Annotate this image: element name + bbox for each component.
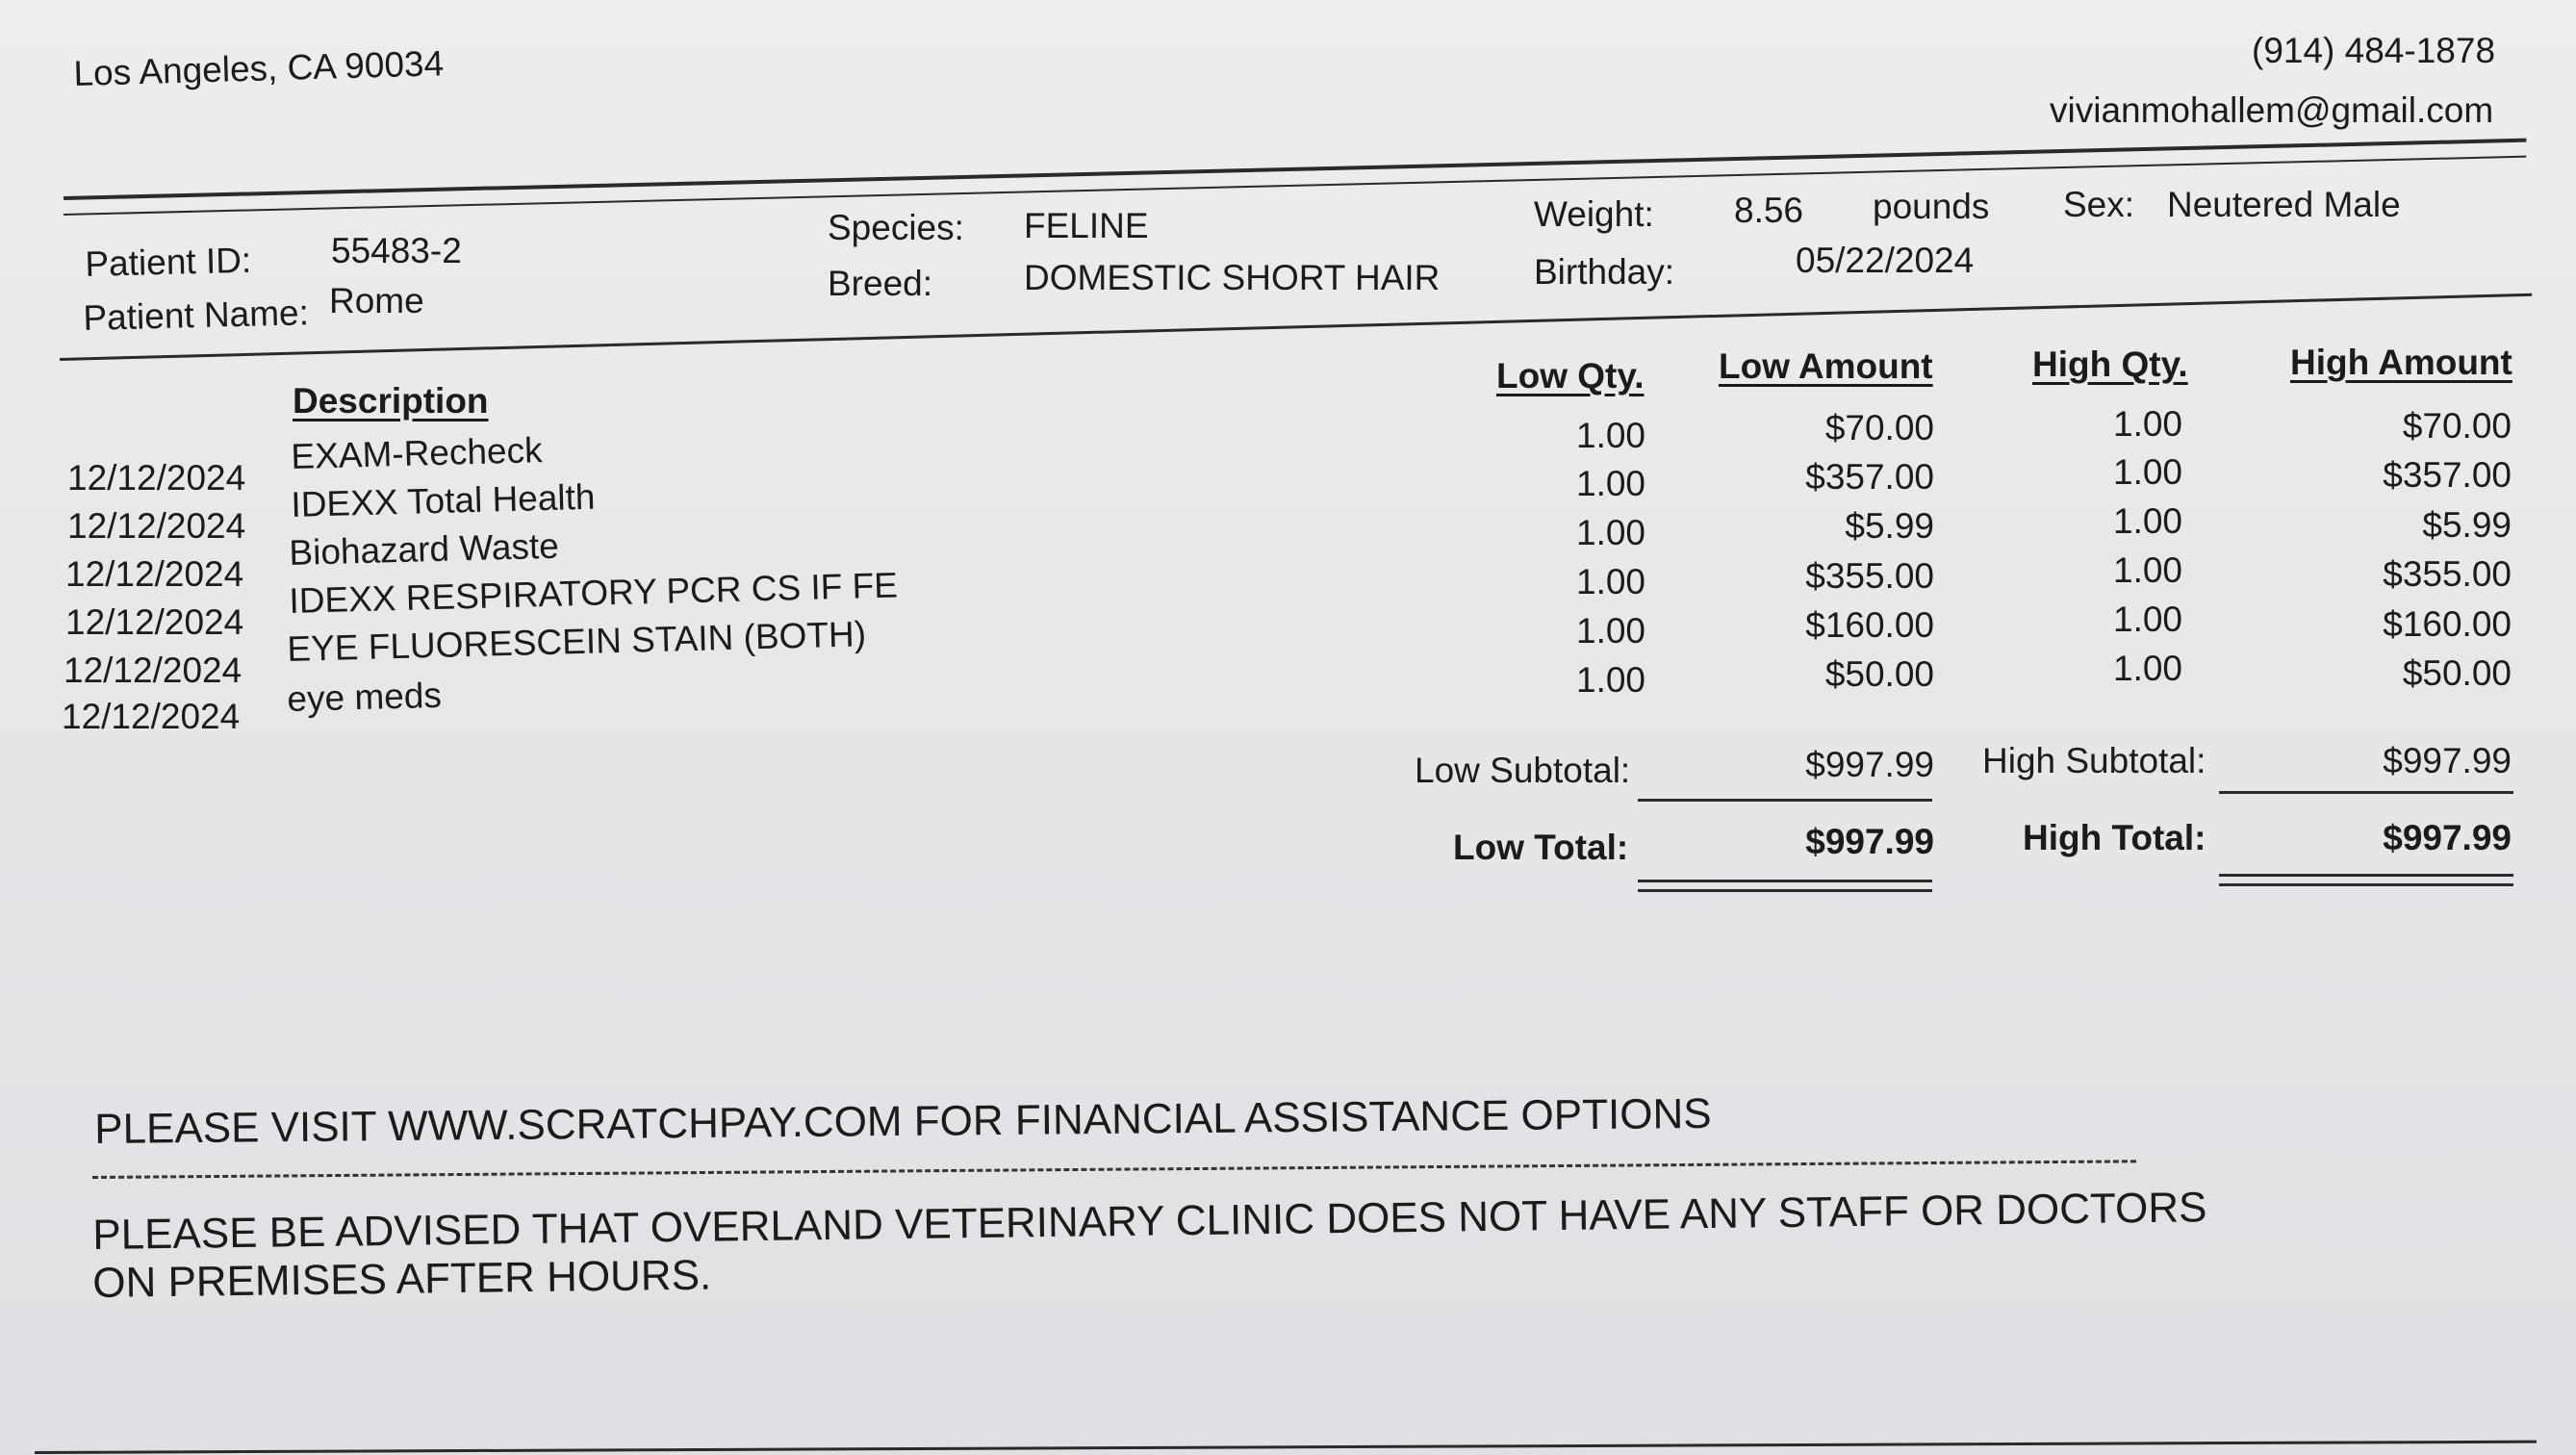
patient-box-top-rule (64, 139, 2526, 200)
header-low-qty: Low Qty. (1496, 356, 1645, 396)
row-low-amount: $70.00 (1824, 408, 1934, 447)
row-low-qty: 1.00 (1576, 660, 1646, 700)
low-total-label: Low Total: (1453, 828, 1629, 867)
after-hours-notice-line2: ON PREMISES AFTER HOURS. (91, 1251, 712, 1307)
after-hours-notice-line1: PLEASE BE ADVISED THAT OVERLAND VETERINARY CLINIC DOES NOT HAVE ANY STAFF OR DOCTORS (91, 1184, 2207, 1259)
low-subtotal-label: Low Subtotal: (1415, 751, 1631, 790)
high-total-rule-2 (2219, 883, 2513, 886)
row-high-amount: $160.00 (2383, 604, 2512, 644)
row-date: 12/12/2024 (64, 651, 242, 690)
row-high-qty: 1.00 (2113, 501, 2183, 541)
sex-label: Sex: (2063, 185, 2135, 224)
row-description: EYE FLUORESCEIN STAIN (BOTH) (286, 614, 867, 669)
high-total-value: $997.99 (2383, 818, 2512, 857)
high-subtotal-label: High Subtotal: (1982, 741, 2206, 780)
header-high-amount: High Amount (2290, 343, 2512, 382)
clinic-phone: (914) 484-1878 (2252, 31, 2496, 70)
row-low-qty: 1.00 (1576, 416, 1646, 455)
patient-name-label: Patient Name: (82, 293, 310, 338)
sex-value: Neutered Male (2167, 185, 2401, 224)
clinic-email: vivianmohallem@gmail.com (2050, 90, 2494, 130)
bottom-rule (35, 1441, 2537, 1454)
row-low-qty: 1.00 (1576, 513, 1646, 552)
patient-name: Rome (329, 281, 424, 320)
row-low-qty: 1.00 (1576, 562, 1646, 601)
row-date: 12/12/2024 (65, 554, 244, 594)
row-date: 12/12/2024 (67, 506, 246, 546)
breed-label: Breed: (828, 264, 933, 303)
weight-unit: pounds (1873, 187, 1990, 226)
row-description: IDEXX Total Health (290, 476, 596, 524)
header-description: Description (293, 381, 489, 421)
patient-box-top-rule-2 (64, 156, 2526, 216)
high-total-label: High Total: (2023, 818, 2206, 857)
high-subtotal-rule (2219, 791, 2513, 794)
row-description: Biohazard Waste (288, 525, 560, 573)
low-subtotal-value: $997.99 (1805, 745, 1934, 784)
row-low-amount: $5.99 (1845, 506, 1934, 546)
low-subtotal-rule (1638, 799, 1932, 802)
header-high-qty: High Qty. (2032, 345, 2188, 384)
low-total-rule-2 (1638, 889, 1932, 892)
header-low-amount: Low Amount (1719, 346, 1933, 386)
low-total-value: $997.99 (1805, 822, 1934, 861)
high-subtotal-value: $997.99 (2383, 741, 2512, 780)
row-low-qty: 1.00 (1576, 464, 1646, 503)
row-high-qty: 1.00 (2113, 600, 2183, 639)
row-low-amount: $160.00 (1805, 605, 1934, 645)
clinic-address: Los Angeles, CA 90034 (72, 43, 445, 93)
row-high-qty: 1.00 (2113, 404, 2183, 444)
patient-id-label: Patient ID: (84, 240, 252, 284)
species-value: FELINE (1024, 206, 1149, 245)
row-high-qty: 1.00 (2113, 649, 2183, 688)
birthday-value: 05/22/2024 (1796, 241, 1975, 280)
birthday-label: Birthday: (1534, 252, 1675, 292)
row-description: EXAM-Recheck (290, 430, 544, 476)
notice-divider (92, 1160, 2136, 1179)
breed-value: DOMESTIC SHORT HAIR (1024, 258, 1441, 297)
row-low-amount: $355.00 (1805, 556, 1934, 596)
row-high-amount: $5.99 (2422, 505, 2512, 545)
row-high-amount: $355.00 (2383, 554, 2512, 594)
species-label: Species: (828, 208, 964, 247)
row-description: eye meds (286, 675, 443, 719)
row-date: 12/12/2024 (65, 602, 244, 642)
row-low-amount: $357.00 (1805, 457, 1934, 497)
row-high-qty: 1.00 (2113, 452, 2183, 492)
row-high-qty: 1.00 (2113, 550, 2183, 590)
row-high-amount: $50.00 (2402, 653, 2512, 693)
row-low-qty: 1.00 (1576, 611, 1646, 651)
low-total-rule-1 (1638, 880, 1932, 882)
row-date: 12/12/2024 (67, 458, 246, 498)
row-high-amount: $70.00 (2402, 406, 2512, 446)
patient-id: 55483-2 (331, 231, 462, 270)
weight-label: Weight: (1534, 194, 1654, 234)
row-high-amount: $357.00 (2383, 455, 2512, 495)
financial-assistance-notice: PLEASE VISIT WWW.SCRATCHPAY.COM FOR FINANCIAL ASSISTANCE OPTIONS (93, 1089, 1712, 1153)
row-description: IDEXX RESPIRATORY PCR CS IF FE (288, 565, 899, 621)
row-date: 12/12/2024 (62, 697, 241, 736)
weight-value: 8.56 (1734, 191, 1804, 230)
high-total-rule-1 (2219, 874, 2513, 877)
row-low-amount: $50.00 (1824, 654, 1934, 694)
